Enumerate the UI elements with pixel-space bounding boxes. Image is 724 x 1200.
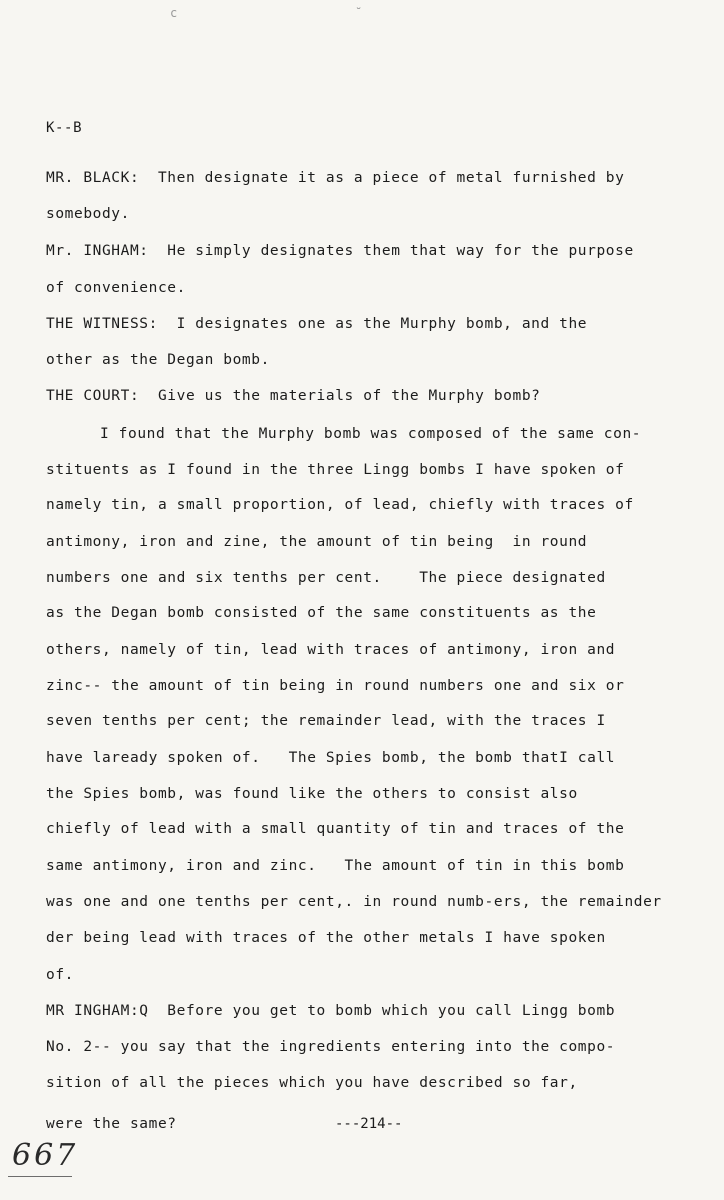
transcript-line: MR INGHAM:Q Before you get to bomb which you call Lingg bomb: [46, 1003, 616, 1019]
transcript-line: others, namely of tin, lead with traces of antimony, iron and: [46, 642, 616, 658]
transcript-line: MR. BLACK: Then designate it as a piece of metal furnished by: [46, 170, 625, 186]
handwritten-underline: [8, 1176, 72, 1177]
transcript-line: Mr. INGHAM: He simply designates them that way for the purpose: [46, 243, 634, 259]
transcript-line: same antimony, iron and zinc. The amount of tin in this bomb: [46, 858, 625, 874]
transcript-line: were the same?: [46, 1116, 177, 1132]
transcript-line: as the Degan bomb consisted of the same constituents as the: [46, 605, 597, 621]
top-mark: c: [170, 6, 178, 20]
transcript-line: somebody.: [46, 206, 130, 222]
transcript-line: antimony, iron and zine, the amount of tin being in round: [46, 534, 588, 550]
transcript-line: have laready spoken of. The Spies bomb, the bomb thatI call: [46, 750, 616, 766]
transcript-line: other as the Degan bomb.: [46, 352, 270, 368]
transcript-line: I found that the Murphy bomb was composed of the same con-: [100, 426, 642, 442]
transcript-line: No. 2-- you say that the ingredients entering into the compo-: [46, 1039, 616, 1055]
section-header: K--B: [46, 120, 83, 136]
top-mark: ˘: [355, 6, 363, 20]
transcript-line: seven tenths per cent; the remainder lead, with the traces I: [46, 713, 606, 729]
transcript-line: of.: [46, 967, 74, 983]
transcript-line: namely tin, a small proportion, of lead, chiefly with traces of: [46, 497, 634, 513]
transcript-line: sition of all the pieces which you have described so far,: [46, 1075, 578, 1091]
transcript-line: chiefly of lead with a small quantity of tin and traces of the: [46, 821, 625, 837]
transcript-line: stituents as I found in the three Lingg bombs I have spoken of: [46, 462, 625, 478]
transcript-line: numbers one and six tenths per cent. The piece designated: [46, 570, 606, 586]
transcript-line: der being lead with traces of the other metals I have spoken: [46, 930, 606, 946]
page-number: ---214--: [335, 1116, 403, 1132]
transcript-line: THE COURT: Give us the materials of the Murphy bomb?: [46, 388, 541, 404]
transcript-line: of convenience.: [46, 280, 186, 296]
transcript-line: THE WITNESS: I designates one as the Murphy bomb, and the: [46, 316, 588, 332]
handwritten-page-number: 667: [12, 1138, 79, 1173]
transcript-line: was one and one tenths per cent,. in round numb-ers, the remainder: [46, 894, 662, 910]
transcript-line: zinc-- the amount of tin being in round numbers one and six or: [46, 678, 625, 694]
transcript-line: the Spies bomb, was found like the others to consist also: [46, 786, 578, 802]
